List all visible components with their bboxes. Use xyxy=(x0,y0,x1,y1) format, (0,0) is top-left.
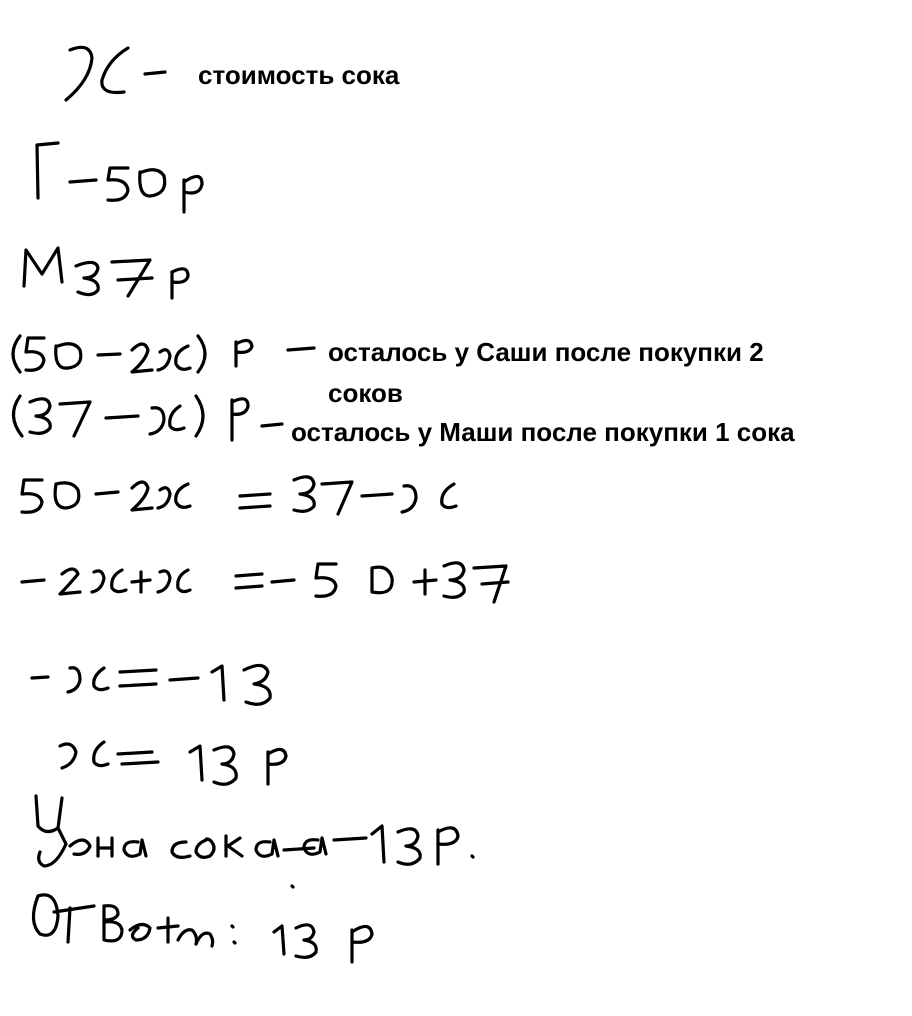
sasha-remaining-label-line2: соков xyxy=(328,378,403,408)
handwritten-line-11 xyxy=(33,886,372,962)
masha-remaining-label: осталось у Маши после покупки 1 сока xyxy=(291,417,795,447)
handwritten-line-8 xyxy=(32,665,270,704)
sasha-remaining-label-line1: осталось у Саши после покупки 2 xyxy=(328,337,764,367)
handwritten-line-1 xyxy=(66,47,165,100)
handwritten-line-4 xyxy=(13,336,314,372)
handwritten-line-6 xyxy=(22,477,456,514)
cost-label: стоимость сока xyxy=(198,60,400,90)
handwritten-line-10 xyxy=(36,796,473,866)
handwritten-line-7 xyxy=(22,563,508,602)
handwritten-line-9 xyxy=(60,742,286,784)
handwritten-line-3 xyxy=(24,248,188,298)
handwritten-line-2 xyxy=(37,143,202,212)
handwritten-line-5 xyxy=(13,396,282,440)
